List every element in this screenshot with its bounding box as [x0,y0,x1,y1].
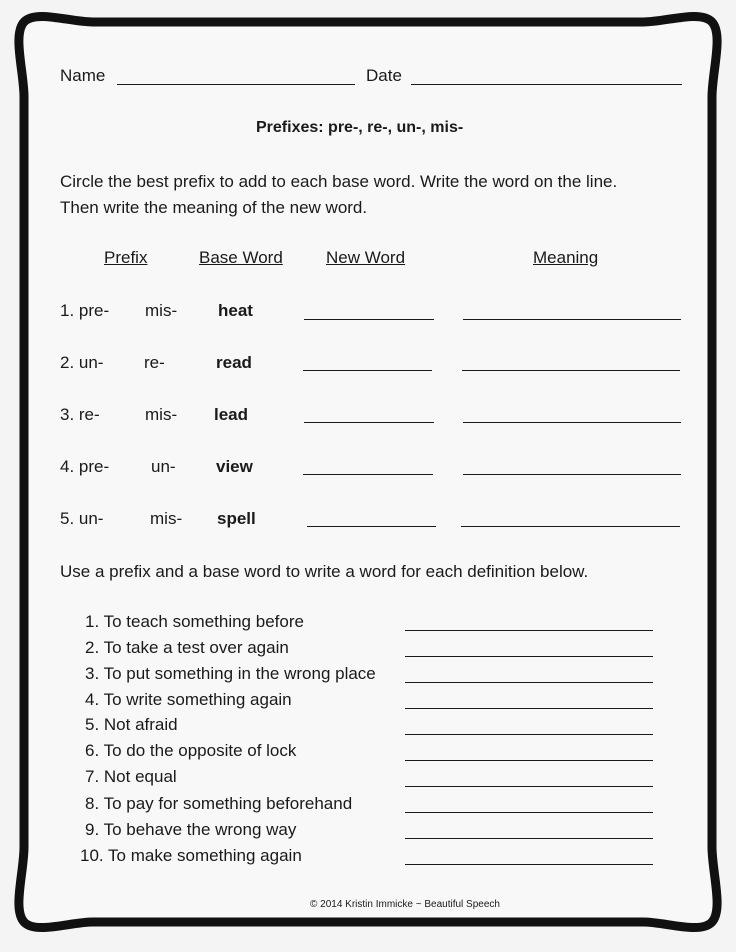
definition-6-answer-line[interactable] [405,760,653,761]
definition-3-answer-line[interactable] [405,682,653,683]
row-4-prefix-option-1[interactable]: 4. pre- [60,457,110,476]
column-header-base-word: Base Word [199,248,283,267]
definition-8-answer-line[interactable] [405,812,653,813]
definition-10-answer-line[interactable] [405,864,653,865]
part-2-instruction: Use a prefix and a base word to write a word for each definition below. [60,562,589,581]
row-4-prefix-option-2[interactable]: un- [151,457,176,476]
row-2-new-word-line[interactable] [303,370,432,371]
definition-4: 4. To write something again [85,690,292,709]
row-2-meaning-line[interactable] [462,370,680,371]
definition-5-answer-line[interactable] [405,734,653,735]
definition-9: 9. To behave the wrong way [85,820,297,839]
definition-5: 5. Not afraid [85,715,178,734]
worksheet-title: Prefixes: pre-, re-, un-, mis- [256,119,464,136]
row-3-new-word-line[interactable] [304,422,434,423]
date-line[interactable] [411,84,682,85]
row-5-base-word: spell [217,509,256,528]
row-4-new-word-line[interactable] [303,474,433,475]
definition-1: 1. To teach something before [85,612,304,631]
definition-4-answer-line[interactable] [405,708,653,709]
definition-6: 6. To do the opposite of lock [85,741,297,760]
date-label: Date [366,66,402,85]
definition-9-answer-line[interactable] [405,838,653,839]
copyright-notice: © 2014 Kristin Immicke ~ Beautiful Speech [310,899,500,910]
definition-7-answer-line[interactable] [405,786,653,787]
row-3-prefix-option-1[interactable]: 3. re- [60,405,100,424]
row-1-meaning-line[interactable] [463,319,681,320]
definition-10: 10. To make something again [80,846,302,865]
row-4-meaning-line[interactable] [463,474,681,475]
row-2-prefix-option-2[interactable]: re- [144,353,165,372]
wavy-border-outline [19,16,717,927]
name-label: Name [60,66,106,85]
name-line[interactable] [117,84,355,85]
instruction-line-2: Then write the meaning of the new word. [60,198,368,217]
row-4-base-word: view [216,457,253,476]
column-header-new-word: New Word [326,248,406,267]
row-5-new-word-line[interactable] [307,526,436,527]
definition-3: 3. To put something in the wrong place [85,664,376,683]
row-5-meaning-line[interactable] [461,526,680,527]
row-3-meaning-line[interactable] [463,422,681,423]
row-3-prefix-option-2[interactable]: mis- [145,405,178,424]
instruction-line-1: Circle the best prefix to add to each base word. Write the word on the line. [60,172,618,191]
column-header-prefix: Prefix [104,248,148,267]
row-2-prefix-option-1[interactable]: 2. un- [60,353,104,372]
column-header-meaning: Meaning [533,248,599,267]
row-1-prefix-option-1[interactable]: 1. pre- [60,301,110,320]
row-5-prefix-option-1[interactable]: 5. un- [60,509,104,528]
row-3-base-word: lead [214,405,249,424]
row-1-base-word: heat [218,301,253,320]
row-2-base-word: read [216,353,252,372]
definition-1-answer-line[interactable] [405,630,653,631]
definition-2: 2. To take a test over again [85,638,289,657]
row-1-prefix-option-2[interactable]: mis- [145,301,178,320]
row-1-new-word-line[interactable] [304,319,434,320]
row-5-prefix-option-2[interactable]: mis- [150,509,183,528]
definition-8: 8. To pay for something beforehand [85,794,353,813]
definition-2-answer-line[interactable] [405,656,653,657]
definition-7: 7. Not equal [85,767,177,786]
